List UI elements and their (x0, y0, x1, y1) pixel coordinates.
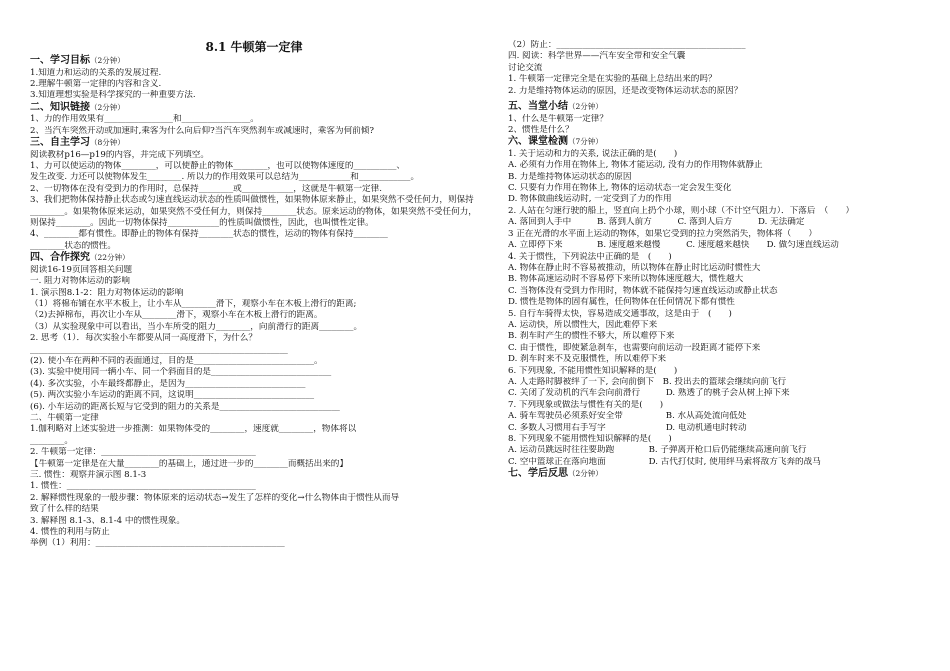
text-line: (5). 两次实验小车运动的距离不同，这说明____________________________ (30, 390, 315, 401)
text-line: (4). 多次实验，小车最终都静止，是因为____________________________ (30, 378, 306, 389)
text-line: 举例（1）利用：____________________________________________ (30, 538, 285, 549)
section-heading-text: 七、学后反思 (508, 468, 568, 480)
section-heading (508, 136, 928, 149)
text-line: 1. 演示图8.1-2：阻力对物体运动的影响 (30, 287, 184, 298)
page-title: 8.1 牛顿第一定律 (205, 40, 303, 54)
section-heading-text: 一、学习目标 (30, 55, 90, 66)
text-line: C. 关闭了发动机的汽车会向前滑行 D. 熟透了的桃子会从树上掉下来 (508, 388, 790, 399)
text-line: 1、什么是牛顿第一定律？ (508, 113, 608, 124)
text-line: A. 落回到人手中 B. 落到人前方 C. 落到人后方 D. 无法确定 (508, 217, 805, 228)
section-time-note: （2分钟） (90, 102, 125, 112)
text-line: 发生改变. 力还可以使物体发生________. 所以力的作用效果可以总结为____________和____________。 (30, 172, 420, 183)
text-line: 一. 阻力对物体运动的影响 (30, 276, 130, 287)
text-line: 1、力的作用效果有________________和________________。 (30, 114, 259, 125)
text-line: 阅读教材p16—p19的内容，并完成下列填空。 (30, 149, 209, 160)
text-line: （1）将棉布铺在水平木板上，让小车从________滑下，观察小车在木板上滑行的距离; (30, 298, 357, 309)
section-heading-text: 四、合作探究 (30, 252, 90, 264)
text-line: 1.伽利略对上述实验进一步推测：如果物体受的________，速度就________，物体将以 (30, 424, 357, 435)
text-line: （2）防止：____________________________________________ (508, 40, 746, 50)
text-line: 2. 解释惯性现象的一般步骤：物体原来的运动状态→发生了怎样的变化→什么物体由于惯性从而导 (30, 492, 400, 503)
text-line: A. 人走路时脚被绊了一下, 会向前倒下 B. 投出去的篮球会继续向前飞行 (508, 376, 787, 387)
text-line: 2、当汽车突然开动或加速时,乘客为什么向后仰?当汽车突然刹车或减速时，乘客为何前倾? (30, 125, 374, 136)
text-line: 三. 惯性：观察并演示图 8.1-3 (30, 470, 147, 480)
section-time-note: （2分钟） (90, 56, 125, 65)
section-time-note: （2分钟） (568, 102, 603, 112)
text-line: (3). 实验中使用同一辆小车、同一个斜面目的是____________________________ (30, 367, 332, 378)
text-line: D. 物体做曲线运动时, 一定受到了力的作用 (508, 194, 672, 205)
section-heading-text: 二、知识链接 (30, 101, 90, 113)
text-line: 1. 惯性：____________________________________________ (30, 481, 256, 492)
text-line: A. 物体在静止时不容易被推动，所以物体在静止时比运动时惯性大 (508, 262, 761, 273)
text-line: ____________________________________________________________ (30, 344, 288, 355)
section-heading (30, 252, 478, 265)
text-line: 2.理解牛顿第一定律的内容和含义. (30, 78, 162, 89)
text-line: 1、力可以使运动的物体________，可以使静止的物体________，也可以使物体速度的__________、 (30, 160, 406, 171)
text-line: A. 运动快，所以惯性大，因此难停下来 (508, 319, 658, 330)
text-line: C. 由于惯性，即使紧急刹车，也需要向前运动一段距离才能停下来 (508, 342, 761, 353)
text-line: 阅读16-19页回答相关问题 (30, 264, 133, 275)
text-line: （2)去掉棉布，再次让小车从________滑下，观察小车在木板上滑行的距离。 (30, 310, 323, 321)
section-heading (30, 55, 478, 68)
text-line: A. 必须有力作用在物体上, 物体才能运动, 没有力的作用物体就静止 (508, 160, 763, 171)
text-line: D. 刹车时来不及克服惯性，所以难停下来 (508, 354, 667, 365)
text-line: 2. 思考（1）．每次实验小车都要从同一高度滑下，为什么？ (30, 333, 257, 344)
text-line: B. 刹车时产生的惯性不够大，所以难停下来 (508, 331, 675, 342)
section-time-note: （2分钟） (568, 469, 603, 479)
text-line: D. 惯性是物体的固有属性，任何物体在任何情况下都有惯性 (508, 297, 735, 308)
section-time-note: （22分钟） (90, 253, 130, 263)
text-line: 6. 下列现象, 不能用惯性知识解释的是( ) (508, 365, 678, 376)
text-line: 3、我们把物体保持静止状态或匀速直线运动状态的性质叫做惯性，如果物体原来静止，如果突然不受任何力，则保持________。如果物体原来运动，如果突然不受任何力，则保持________状态。原来运动的物体，如果突然不受任何力，则保持________。因此一切物体保持____________的性质叫做惯性，因此，也叫惯性定律。 (30, 195, 477, 228)
text-line: 2. 牛顿第一定律：____________________________________ (30, 447, 256, 458)
text-line: 7. 下列现象或做法与惯性有关的是( ) (508, 399, 664, 410)
text-line: (6). 小车运动的距离长短与它受到的阻力的关系是____________________________ (30, 401, 340, 412)
text-line: 4. 惯性的利用与防止 (30, 527, 110, 538)
text-line: C. 只要有力作用在物体上, 物体的运动状态一定会发生变化 (508, 183, 732, 194)
text-line: 1.知道力和运动的关系的发展过程. (30, 67, 162, 78)
text-line: 4. 关于惯性，下列说法中正确的是 ( ) (508, 251, 672, 262)
text-line: 2、惯性是什么？ (508, 124, 574, 135)
text-line: (2). 使小车在两种不同的表面通过，目的是____________________________。 (30, 355, 323, 366)
section-time-note: （8分钟） (90, 138, 125, 148)
text-line: 4、________都有惯性。即静止的物体有保持________状态的惯性，运动的物体有保持________ (30, 229, 388, 240)
text-line: 2. 人站在匀速行驶的船上，竖直向上扔个小球，则小球（不计空气阻力）．下落后 （ ） (508, 205, 855, 216)
text-line: 3. 解释图 8.1-3、8.1-4 中的惯性现象。 (30, 515, 186, 526)
text-line: 致了什么样的结果 (30, 504, 99, 515)
text-line: B. 物体高速运动时不容易停下来所以物体速度越大，惯性越大 (508, 274, 744, 285)
section-heading (508, 468, 928, 481)
section-heading-text: 五、当堂小结 (508, 101, 568, 113)
text-line: A. 运动员跳远时往往要助跑 B. 子弹离开枪口后仍能继续高速向前飞行 (508, 445, 807, 456)
text-line: ________状态的惯性。 (30, 240, 116, 251)
text-line: C. 空中篮球正在落向地面 D. 古代打仗时, 使用绊马索将敌方飞奔的战马 (508, 456, 821, 467)
section-time-note: （7分钟） (568, 137, 603, 147)
section-heading (30, 137, 478, 150)
text-line: B. 力是维持物体运动状态的原因 (508, 171, 632, 182)
section-heading (508, 101, 928, 114)
text-line: A. 骑车驾驶员必须系好安全带 B. 水从高处流向低处 (508, 411, 747, 422)
text-line: 1. 牛顿第一定律完全是在实验的基础上总结出来的吗？ (508, 74, 717, 85)
text-line: 【牛顿第一定律是在大量________的基础上，通过进一步的________而概括出来的】 (30, 458, 348, 469)
section-heading-text: 六、课堂检测 (508, 136, 568, 148)
text-line: 2. 力是维持物体运动的原因，还是改变物体运动状态的原因？ (508, 85, 743, 96)
text-line: 讨论交流 (508, 62, 543, 73)
text-line: A. 立即停下来 B. 速度越来越慢 C. 速度越来越快 D. 做匀速直线运动 (508, 240, 839, 251)
text-line: 四. 阅读：科学世界——汽车安全带和安全气囊 (508, 51, 686, 62)
text-line: ________。 (30, 435, 73, 446)
text-line: 3 正在光滑的水平面上运动的物体，如果它受到的拉力突然消失，物体将（ ） (508, 228, 817, 239)
section-heading-text: 三、自主学习 (30, 137, 90, 149)
text-line: C. 当物体没有受到力作用时，物体就不能保持匀速直线运动或静止状态 (508, 285, 778, 296)
text-line: （3）从实验现象中可以看出，当小车所受的阻力________，向前滑行的距离________。 (30, 321, 363, 332)
section-heading (30, 102, 478, 115)
text-line: 2、一切物体在没有受到力的作用时，总保持________或____________，这就是牛顿第一定律. (30, 183, 382, 194)
text-line: C. 多数人习惯用右手写字 D. 电动机通电时转动 (508, 422, 747, 433)
text-line: 8. 下列现象不能用惯性知识解释的是( ) (508, 434, 672, 444)
text-line: 1. 关于运动和力的关系, 说法正确的是( ) (508, 148, 678, 159)
text-line: 3.知道理想实验是科学探究的一种重要方法. (30, 90, 196, 101)
text-line: 二、牛顿第一定律 (30, 412, 99, 423)
left-column (30, 0, 478, 550)
text-line: 5. 自行车骑得太快，容易造成交通事故，这是由于 ( ) (508, 308, 732, 319)
right-column (508, 40, 928, 481)
